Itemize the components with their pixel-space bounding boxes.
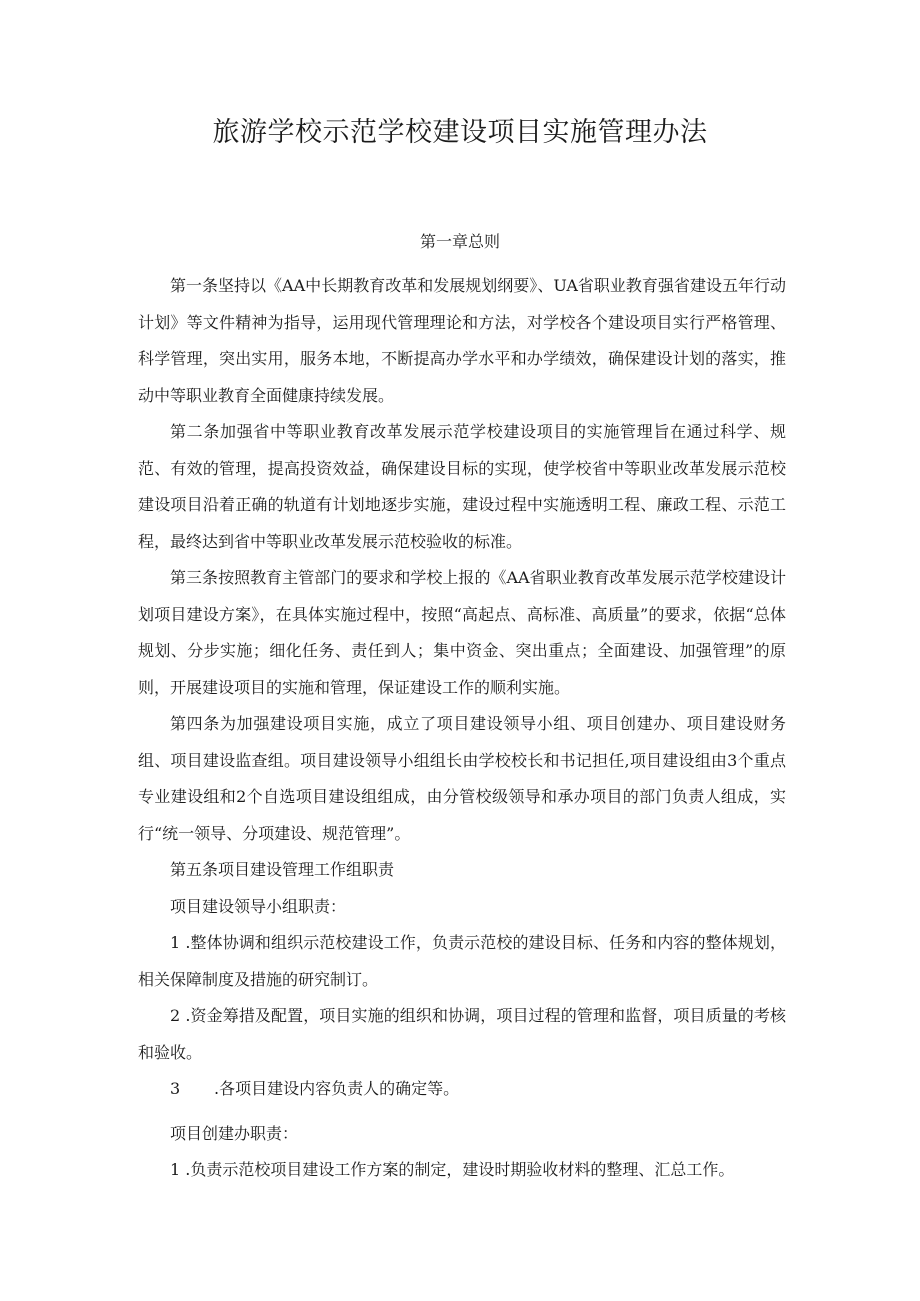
leading-group-heading: 项目建设领导小组职责：	[170, 896, 347, 916]
article-3-paragraph: 第三条按照教育主管部门的要求和学校上报的《AA省职业教育改革发展示范学校建设计划项目建设方案》，在具体实施过程中，按照“高起点、高标准、高质量”的要求，依据“总体规划、分步实施；细化任务、责任到人；集中资金、突出重点；全面建设、加强管理”的原则，开展建设项目的实施和管理，保证建设工作的顺利实施。	[138, 568, 786, 697]
document-title: 旅游学校示范学校建设项目实施管理办法	[212, 117, 708, 148]
article-2-paragraph: 第二条加强省中等职业教育改革发展示范学校建设项目的实施管理旨在通过科学、规范、有效的管理，提高投资效益，确保建设目标的实现，使学校省中等职业改革发展示范校建设项目沿着正确的轨道有计划地逐步实施，建设过程中实施透明工程、廉政工程、示范工程，最终达到省中等职业改革发展示范校验收的标准。	[138, 422, 786, 551]
leading-group-item-1: 1 .整体协调和组织示范校建设工作，负责示范校的建设目标、任务和内容的整体规划，相关保障制度及措施的研究制订。	[138, 933, 786, 989]
leading-group-item-3-number: 3	[170, 1079, 181, 1098]
chapter-heading: 第一章总则	[419, 232, 500, 251]
article-1-paragraph: 第一条坚持以《AA中长期教育改革和发展规划纲要》、UA省职业教育强省建设五年行动计划》等文件精神为指导，运用现代管理理论和方法，对学校各个建设项目实行严格管理、科学管理，突出实用，服务本地，不断提高办学水平和办学绩效，确保建设计划的落实，推动中等职业教育全面健康持续发展。	[138, 276, 786, 405]
leading-group-item-3	[138, 1071, 786, 1108]
document-body	[138, 268, 786, 1189]
office-item-1: 1 .负责示范校项目建设工作方案的制定，建设时期验收材料的整理、汇总工作。	[170, 1160, 735, 1179]
office-heading: 项目创建办职责：	[170, 1123, 299, 1143]
leading-group-item-3-text: .各项目建设内容负责人的确定等。	[214, 1079, 460, 1098]
leading-group-item-2: 2 .资金筹措及配置，项目实施的组织和协调，项目过程的管理和监督，项目质量的考核和验收。	[138, 1006, 786, 1062]
article-5-heading: 第五条项目建设管理工作组职责	[170, 860, 395, 879]
article-4-paragraph: 第四条为加强建设项目实施，成立了项目建设领导小组、项目创建办、项目建设财务组、项目建设监查组。项目建设领导小组组长由学校校长和书记担任,项目建设组由3个重点专业建设组和2个自选项目建设组组成，由分管校级领导和承办项目的部门负责人组成，实行“统一领导、分项建设、规范管理”。	[138, 714, 786, 843]
